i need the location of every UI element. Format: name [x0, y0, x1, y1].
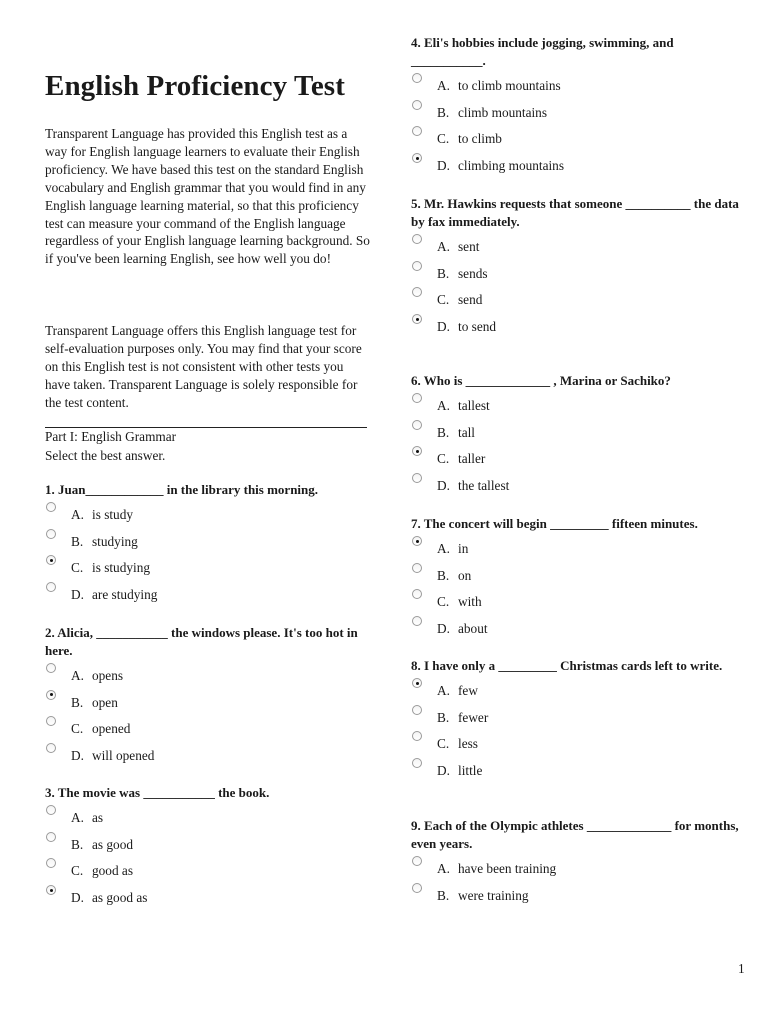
answer-option[interactable]: [411, 128, 741, 155]
option-text: taller: [458, 451, 486, 467]
option-text: sends: [458, 265, 488, 281]
question-3: [45, 784, 370, 914]
answer-option[interactable]: [411, 591, 741, 618]
option-letter: D.: [71, 890, 84, 906]
question-text: 1. Juan____________ in the library this morning.: [45, 482, 319, 497]
radio-button[interactable]: [412, 126, 422, 136]
radio-button[interactable]: [412, 314, 422, 324]
answer-option[interactable]: [45, 692, 370, 719]
option-letter: A.: [437, 398, 450, 413]
answer-option[interactable]: [411, 395, 741, 422]
option-letter: B.: [437, 104, 450, 120]
radio-button[interactable]: [412, 616, 422, 626]
radio-button[interactable]: [412, 883, 422, 893]
radio-button[interactable]: [412, 678, 422, 688]
answer-option[interactable]: [45, 807, 370, 834]
radio-button[interactable]: [412, 261, 422, 271]
option-text: with: [458, 594, 482, 610]
intro-paragraph-1: Transparent Language has provided this English test as a way for English language learners to evaluate their English proficiency. We have based this test on the standard English vocabulary and English grammar that you would find in any English language learning material, so that this proficiency test can measure your command of the English language regardless of your English language learning background. So if you've been learning English, see how well you do!: [45, 126, 370, 267]
answer-option[interactable]: [411, 760, 741, 787]
option-text: tall: [458, 424, 475, 440]
option-letter: A.: [71, 668, 84, 683]
radio-button[interactable]: [412, 393, 422, 403]
section-divider: [45, 427, 367, 428]
radio-button[interactable]: [412, 731, 422, 741]
option-letter: C.: [437, 131, 450, 147]
question-8: [411, 657, 741, 787]
answer-option[interactable]: [411, 680, 741, 707]
radio-button[interactable]: [46, 716, 56, 726]
radio-button[interactable]: [46, 743, 56, 753]
option-letter: A.: [437, 683, 450, 698]
option-text: as good as: [92, 890, 148, 906]
answer-option[interactable]: [411, 538, 741, 565]
answer-option[interactable]: [411, 422, 741, 449]
option-text: little: [458, 763, 483, 779]
answer-option[interactable]: [411, 565, 741, 592]
option-text: is study: [92, 507, 134, 522]
radio-button[interactable]: [46, 582, 56, 592]
answer-options: [411, 858, 741, 911]
option-letter: B.: [437, 567, 450, 583]
answer-option[interactable]: [45, 745, 370, 772]
answer-option[interactable]: [45, 584, 370, 611]
option-letter: A.: [437, 861, 450, 876]
option-text: is studying: [92, 560, 150, 576]
radio-button[interactable]: [412, 446, 422, 456]
answer-option[interactable]: [45, 504, 370, 531]
option-letter: B.: [437, 887, 450, 903]
answer-options: [411, 75, 741, 182]
answer-options: [411, 236, 741, 343]
option-text: tallest: [458, 398, 490, 413]
option-text: on: [458, 567, 472, 583]
question-1: [45, 481, 370, 611]
question-text: 2. Alicia, ___________ the windows please. It's too hot in here.: [45, 625, 358, 658]
option-letter: D.: [71, 748, 84, 764]
answer-options: [45, 665, 370, 772]
option-text: open: [92, 694, 118, 710]
option-text: as: [92, 810, 104, 825]
radio-button[interactable]: [412, 153, 422, 163]
radio-button[interactable]: [412, 563, 422, 573]
option-letter: C.: [437, 594, 450, 610]
option-letter: B.: [437, 424, 450, 440]
option-text: the tallest: [458, 478, 510, 494]
answer-option[interactable]: [411, 289, 741, 316]
option-text: as good: [92, 836, 133, 852]
option-letter: B.: [71, 533, 84, 549]
radio-button[interactable]: [46, 502, 56, 512]
answer-option[interactable]: [45, 718, 370, 745]
part-title: Part I: English Grammar: [45, 429, 177, 444]
answer-option[interactable]: [411, 448, 741, 475]
option-letter: B.: [71, 694, 84, 710]
radio-button[interactable]: [412, 758, 422, 768]
option-letter: B.: [437, 265, 450, 281]
radio-button[interactable]: [46, 690, 56, 700]
option-text: in: [458, 541, 469, 556]
option-letter: D.: [437, 478, 450, 494]
page-title: English Proficiency Test: [45, 70, 345, 102]
question-9: [411, 817, 741, 911]
option-text: to send: [458, 319, 497, 335]
option-text: opens: [92, 668, 124, 683]
option-text: were training: [458, 887, 529, 903]
answer-options: [411, 395, 741, 502]
option-text: are studying: [92, 587, 158, 603]
radio-button[interactable]: [46, 805, 56, 815]
option-letter: D.: [437, 158, 450, 174]
option-letter: D.: [71, 587, 84, 603]
answer-option[interactable]: [411, 316, 741, 343]
page-number: 1: [738, 961, 745, 976]
question-7: [411, 515, 741, 645]
question-2: [45, 624, 370, 772]
answer-option[interactable]: [45, 665, 370, 692]
option-letter: C.: [437, 736, 450, 752]
option-text: sent: [458, 239, 480, 254]
answer-option[interactable]: [411, 155, 741, 182]
option-letter: C.: [71, 721, 84, 737]
option-letter: C.: [71, 560, 84, 576]
instruction-text: Select the best answer.: [45, 448, 166, 463]
radio-button[interactable]: [412, 589, 422, 599]
question-text: 8. I have only a _________ Christmas cards left to write.: [411, 658, 723, 673]
question-text: 5. Mr. Hawkins requests that someone __________ the data by fax immediately.: [411, 196, 739, 229]
question-6: [411, 372, 741, 502]
question-5: [411, 195, 741, 343]
answer-option[interactable]: [411, 263, 741, 290]
option-letter: A.: [437, 78, 450, 93]
option-text: to climb: [458, 131, 502, 147]
radio-button[interactable]: [46, 663, 56, 673]
answer-option[interactable]: [45, 531, 370, 558]
option-letter: A.: [437, 541, 450, 556]
answer-option[interactable]: [45, 834, 370, 861]
option-letter: D.: [437, 621, 450, 637]
question-text: 7. The concert will begin _________ fifteen minutes.: [411, 516, 698, 531]
option-text: climb mountains: [458, 104, 548, 120]
radio-button[interactable]: [46, 529, 56, 539]
radio-button[interactable]: [46, 885, 56, 895]
radio-button[interactable]: [412, 705, 422, 715]
option-letter: D.: [437, 763, 450, 779]
answer-options: [45, 504, 370, 611]
question-text: 3. The movie was ___________ the book.: [45, 785, 270, 800]
question-text: 9. Each of the Olympic athletes _____________ for months, even years.: [411, 818, 739, 851]
radio-button[interactable]: [46, 555, 56, 565]
radio-button[interactable]: [412, 287, 422, 297]
option-text: studying: [92, 533, 138, 549]
option-text: good as: [92, 863, 133, 879]
option-text: to climb mountains: [458, 78, 561, 93]
answer-option[interactable]: [45, 557, 370, 584]
option-letter: C.: [437, 292, 450, 308]
answer-option[interactable]: [45, 887, 370, 914]
option-letter: B.: [71, 836, 84, 852]
answer-options: [45, 807, 370, 914]
radio-button[interactable]: [412, 100, 422, 110]
answer-option[interactable]: [411, 858, 741, 885]
option-text: less: [458, 736, 478, 752]
option-text: fewer: [458, 709, 489, 725]
answer-option[interactable]: [411, 102, 741, 129]
radio-button[interactable]: [412, 536, 422, 546]
radio-button[interactable]: [412, 473, 422, 483]
answer-option[interactable]: [45, 860, 370, 887]
question-text: 6. Who is _____________ , Marina or Sachiko?: [411, 373, 671, 388]
intro-paragraph-2: Transparent Language offers this English language test for self-evaluation purposes only. You may find that your score on this English test is not consistent with other tests you have taken. Transparent Language is solely responsible for the test content.: [45, 323, 362, 410]
option-text: send: [458, 292, 483, 308]
option-letter: A.: [71, 810, 84, 825]
answer-option[interactable]: [411, 618, 741, 645]
radio-button[interactable]: [46, 832, 56, 842]
option-text: few: [458, 683, 478, 698]
answer-option[interactable]: [411, 885, 741, 912]
option-letter: B.: [437, 709, 450, 725]
radio-button[interactable]: [412, 420, 422, 430]
option-text: about: [458, 621, 488, 637]
answer-options: [411, 680, 741, 787]
answer-option[interactable]: [411, 707, 741, 734]
answer-option[interactable]: [411, 733, 741, 760]
option-text: have been training: [458, 861, 557, 876]
answer-options: [411, 538, 741, 645]
answer-option[interactable]: [411, 236, 741, 263]
answer-option[interactable]: [411, 475, 741, 502]
question-text: 4. Eli's hobbies include jogging, swimming, and ___________.: [411, 35, 674, 68]
question-4: [411, 34, 741, 182]
option-letter: A.: [71, 507, 84, 522]
radio-button[interactable]: [412, 73, 422, 83]
option-letter: D.: [437, 319, 450, 335]
radio-button[interactable]: [46, 858, 56, 868]
option-letter: A.: [437, 239, 450, 254]
radio-button[interactable]: [412, 234, 422, 244]
option-text: climbing mountains: [458, 158, 564, 174]
answer-option[interactable]: [411, 75, 741, 102]
option-letter: C.: [71, 863, 84, 879]
option-letter: C.: [437, 451, 450, 467]
option-text: opened: [92, 721, 131, 737]
radio-button[interactable]: [412, 856, 422, 866]
option-text: will opened: [92, 748, 155, 764]
